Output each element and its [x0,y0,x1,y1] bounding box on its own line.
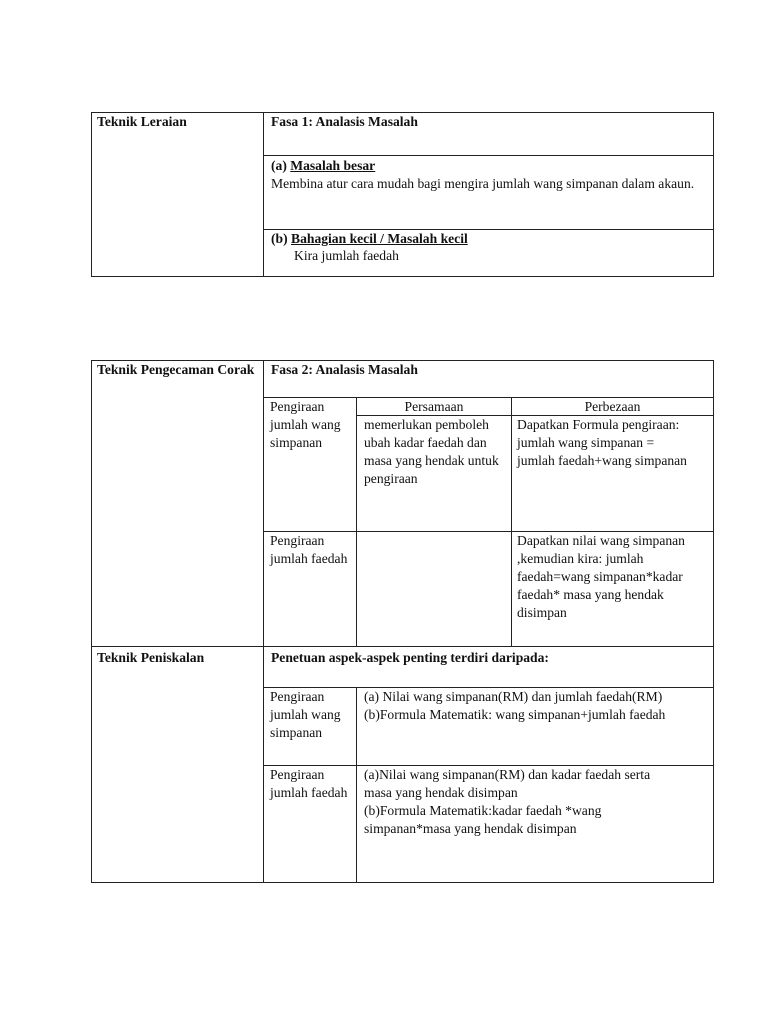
table-border [511,397,512,647]
perbezaan-cell: Dapatkan Formula pengiraan: jumlah wang simpanan = jumlah faedah+wang simpanan [517,417,687,468]
row-label: Pengiraan jumlah wang simpanan [270,689,341,740]
row-label: Pengiraan jumlah faedah [270,533,348,566]
item-b [271,230,711,248]
technique-label: Teknik Peniskalan [97,650,205,665]
table-border [356,687,357,883]
section-title: Penetuan aspek-aspek penting terdiri daripada: [271,650,549,665]
table-border [91,276,714,277]
table-border [91,882,714,883]
perbezaan-cell: Dapatkan nilai wang simpanan ,kemudian kira: jumlah faedah=wang simpanan*kadar faedah* masa yang hendak disimpan [517,533,685,620]
item-b-title: Bahagian kecil / Masalah kecil [291,231,468,246]
row-label: Pengiraan jumlah faedah [270,767,348,800]
table-border [263,112,264,277]
item-b-description: Kira jumlah faedah [294,248,399,263]
column-header-persamaan: Persamaan [404,399,464,414]
technique-label: Teknik Leraian [97,114,187,129]
table-border [263,155,714,156]
technique-label: Teknik Pengecaman Corak [97,362,255,377]
row-label: Pengiraan jumlah wang simpanan [270,399,341,450]
column-header-perbezaan: Perbezaan [584,399,641,414]
aspect-line: (b)Formula Matematik: wang simpanan+jumlah faedah [364,707,666,722]
phase-title: Fasa 2: Analasis Masalah [271,362,418,377]
table-border [713,360,714,883]
aspect-line: (a)Nilai wang simpanan(RM) dan kadar faedah serta masa yang hendak disimpan [364,767,651,800]
table-border [91,112,92,277]
table-border [713,112,714,277]
aspect-line: (a) Nilai wang simpanan(RM) dan jumlah faedah(RM) [364,689,663,704]
item-a-description: Membina atur cara mudah bagi mengira jumlah wang simpanan dalam akaun. [271,176,695,191]
item-a-title: Masalah besar [290,158,376,173]
phase-title: Fasa 1: Analasis Masalah [271,114,418,129]
persamaan-cell: memerlukan pemboleh ubah kadar faedah dan masa yang hendak untuk pengiraan [364,417,499,486]
item-b-prefix: (b) [271,231,292,246]
table-border [263,360,264,883]
aspect-line: (b)Formula Matematik:kadar faedah *wang simpanan*masa yang hendak disimpan [364,803,602,836]
table-border [356,397,357,647]
table-border [91,360,92,883]
item-a-prefix: (a) [271,158,291,173]
table-border [91,646,714,647]
item-a [271,157,711,175]
